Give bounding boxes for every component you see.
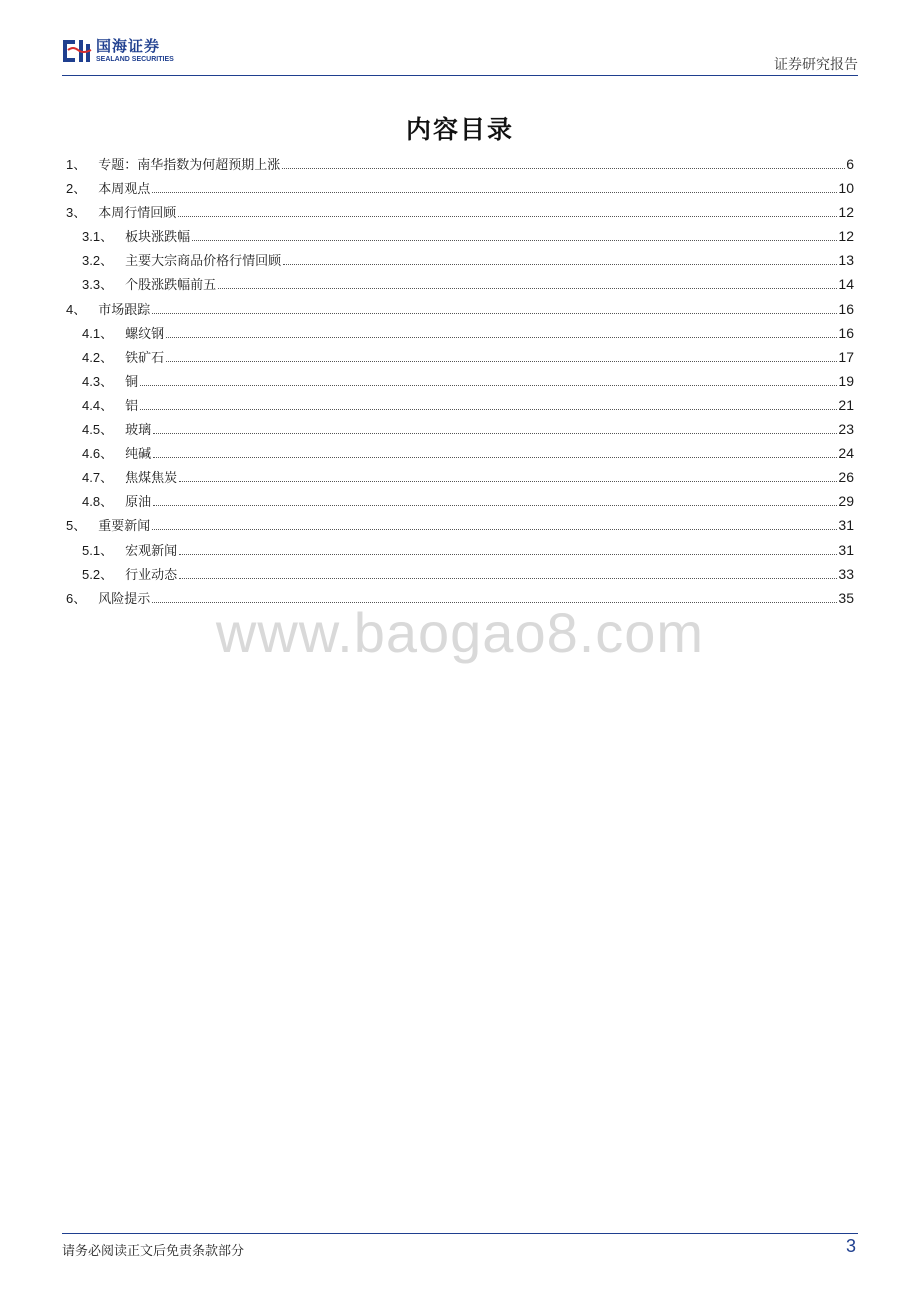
toc-entry-number: 5: [66, 518, 74, 534]
toc-entry-separator: 、: [100, 254, 114, 270]
toc-entry-separator: 、: [100, 567, 114, 583]
toc-entry-separator: 、: [73, 591, 87, 607]
toc-leader-dots: [166, 361, 837, 362]
page-number: 3: [845, 1236, 856, 1256]
toc-entry-label: 铁矿石: [125, 350, 165, 366]
toc-entry[interactable]: [66, 562, 854, 586]
logo-chinese-name: 国海证券: [96, 37, 161, 55]
toc-leader-dots: [166, 337, 837, 338]
header-divider: [62, 75, 858, 76]
toc-entry-number: 4.1: [82, 325, 101, 341]
toc-entry[interactable]: [66, 152, 854, 176]
toc-entry-label: 主要大宗商品价格行情回顾: [125, 254, 282, 270]
toc-leader-dots: [179, 481, 837, 482]
toc-entry-label: 本周行情回顾: [98, 206, 177, 222]
toc-entry-label: 玻璃: [125, 423, 152, 439]
report-type-label: 证券研究报告: [774, 57, 858, 73]
toc-entry-label: 个股涨跌幅前五: [125, 278, 217, 294]
toc-entry-label: 焦煤焦炭: [125, 471, 178, 487]
toc-entry-page: 12: [838, 204, 854, 221]
logo-english-name: SEALAND SECURITIES: [96, 56, 174, 63]
toc-entry[interactable]: [66, 321, 854, 345]
toc-entry-page: 26: [838, 469, 854, 486]
toc-leader-dots: [152, 313, 837, 314]
toc-entry[interactable]: [66, 441, 854, 465]
toc-entry[interactable]: [66, 369, 854, 393]
toc-entry-page: 23: [838, 421, 854, 438]
toc-entry-separator: 、: [100, 326, 114, 342]
toc-entry-separator: 、: [73, 206, 87, 222]
toc-entry-label: 螺纹钢: [125, 326, 165, 342]
toc-entry-separator: 、: [100, 398, 114, 414]
toc-entry[interactable]: [66, 393, 854, 417]
toc-entry[interactable]: [66, 200, 854, 224]
toc-leader-dots: [152, 192, 837, 193]
toc-entry-label: 风险提示: [98, 591, 151, 607]
toc-leader-dots: [218, 288, 837, 289]
toc-entry[interactable]: [66, 538, 854, 562]
toc-leader-dots: [283, 264, 837, 265]
toc-entry-number: 3.2: [82, 253, 101, 269]
toc-entry-separator: 、: [100, 278, 114, 294]
toc-entry-page: 12: [838, 228, 854, 245]
toc-entry-number: 4.2: [82, 349, 101, 365]
toc-entry-label: 纯碱: [125, 447, 152, 463]
toc-entry-page: 17: [838, 348, 854, 365]
toc-entry-separator: 、: [100, 543, 114, 559]
toc-entry-label: 铜: [125, 374, 139, 390]
toc-entry-page: 31: [838, 541, 854, 558]
watermark: www.baogao8.com: [215, 601, 705, 664]
toc-entry-page: 13: [838, 252, 854, 269]
toc-entry-separator: 、: [100, 423, 114, 439]
toc-entry-separator: 、: [100, 374, 114, 390]
toc-entry[interactable]: [66, 297, 854, 321]
toc-entry-number: 5.2: [82, 566, 101, 582]
toc-leader-dots: [192, 240, 837, 241]
sealand-logo-icon: [62, 38, 92, 66]
toc-entry[interactable]: [66, 345, 854, 369]
toc-entry[interactable]: [66, 272, 854, 296]
toc-entry-label: 原油: [125, 495, 152, 511]
toc-leader-dots: [140, 385, 837, 386]
toc-entry[interactable]: [66, 489, 854, 513]
toc-leader-dots: [179, 554, 837, 555]
toc-leader-dots: [179, 578, 837, 579]
toc-entry-separator: 、: [100, 495, 114, 511]
toc-entry-separator: 、: [100, 230, 114, 246]
toc-entry-page: 16: [838, 300, 854, 317]
toc-leader-dots: [153, 433, 837, 434]
toc-entry-separator: 、: [73, 519, 87, 535]
toc-entry-label: 本周观点: [98, 182, 151, 198]
page-header: [62, 36, 858, 76]
toc-entry-page: 14: [838, 276, 854, 293]
toc-entry-page: 29: [838, 493, 854, 510]
toc-entry-number: 4: [66, 301, 74, 317]
table-of-contents: [66, 152, 854, 610]
toc-entry-page: 19: [838, 372, 854, 389]
toc-leader-dots: [178, 216, 837, 217]
toc-entry-number: 4.4: [82, 397, 101, 413]
toc-entry[interactable]: [66, 465, 854, 489]
toc-entry-number: 3: [66, 205, 74, 221]
toc-entry-number: 4.6: [82, 446, 101, 462]
toc-entry-separator: 、: [100, 471, 114, 487]
toc-entry-label: 宏观新闻: [125, 543, 178, 559]
toc-leader-dots: [153, 505, 837, 506]
company-logo: [62, 38, 174, 66]
toc-entry-separator: 、: [73, 158, 87, 173]
toc-entry[interactable]: [66, 417, 854, 441]
toc-entry-separator: 、: [100, 447, 114, 463]
toc-entry-page: 10: [838, 180, 854, 197]
toc-entry-separator: 、: [73, 182, 87, 198]
toc-entry-page: 24: [838, 445, 854, 462]
toc-entry-label: 板块涨跌幅: [125, 230, 191, 246]
page-title: 内容目录: [405, 115, 514, 144]
toc-entry-number: 4.8: [82, 494, 101, 510]
toc-leader-dots: [152, 529, 837, 530]
footer-divider: [62, 1233, 858, 1234]
footer-disclaimer: 请务必阅读正文后免责条款部分: [62, 1244, 245, 1259]
toc-entry-separator: 、: [73, 302, 87, 318]
toc-entry-number: 4.3: [82, 373, 101, 389]
toc-entry-page: 21: [838, 396, 854, 413]
toc-entry-label: 行业动态: [125, 567, 178, 583]
toc-leader-dots: [282, 168, 845, 169]
toc-entry-page: 35: [838, 589, 854, 606]
toc-entry-label: 重要新闻: [98, 519, 151, 535]
toc-entry-number: 5.1: [82, 542, 101, 558]
toc-entry-number: 6: [66, 590, 74, 606]
toc-entry-number: 3.3: [82, 277, 101, 293]
toc-entry-separator: 、: [100, 350, 114, 366]
toc-entry[interactable]: [66, 176, 854, 200]
toc-entry[interactable]: [66, 248, 854, 272]
toc-entry-page: 31: [838, 517, 854, 534]
toc-entry-number: 1: [66, 157, 74, 172]
toc-entry-number: 4.7: [82, 470, 101, 486]
toc-entry-label: 铝: [125, 398, 139, 414]
toc-entry[interactable]: [66, 224, 854, 248]
toc-entry-label: 市场跟踪: [98, 302, 151, 318]
toc-entry-number: 2: [66, 181, 74, 197]
toc-entry-number: 3.1: [82, 229, 101, 245]
toc-entry-page: 6: [846, 156, 854, 172]
toc-entry-page: 16: [838, 324, 854, 341]
toc-entry-page: 33: [838, 565, 854, 582]
toc-entry[interactable]: [66, 513, 854, 537]
toc-entry-label: 专题：南华指数为何超预期上涨: [98, 158, 281, 173]
toc-entry-number: 4.5: [82, 422, 101, 438]
toc-leader-dots: [140, 409, 837, 410]
toc-leader-dots: [153, 457, 837, 458]
